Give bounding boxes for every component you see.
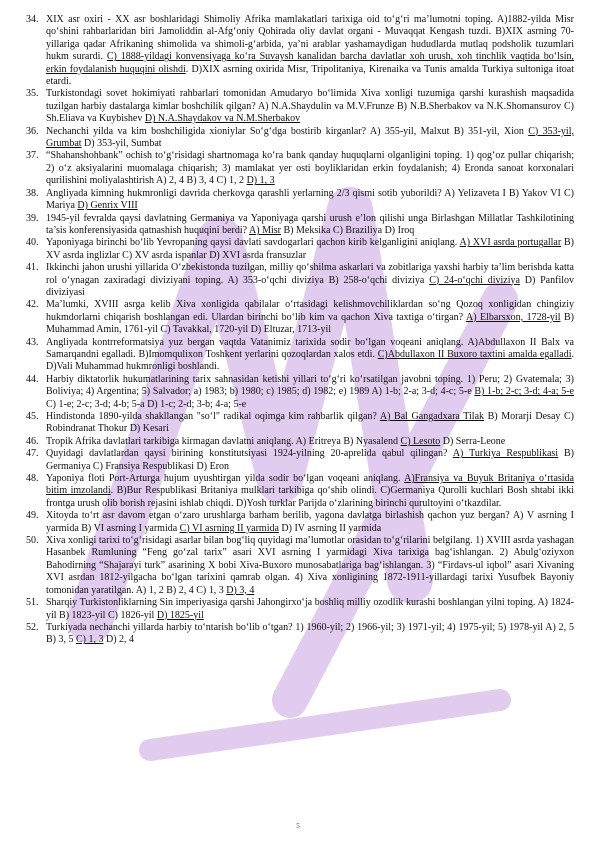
question-number: 45.	[26, 411, 39, 422]
question-text	[46, 436, 574, 448]
question-number: 34.	[26, 14, 39, 25]
question-number: 52.	[26, 621, 39, 633]
question-text-segment: Hindistonda 1890-yilda shakllangan "so‘l" radikal oqimga kim rahbarlik qilgan?	[46, 411, 380, 422]
question-item	[26, 510, 574, 535]
question-text-segment: Ma’lumki, XVIII asrga kelib Xiva xonligida qabilalar o‘rtasidagi kelishmovchiliklardan so‘ng Qozoq xonligidan chingiziy hukmdorlarni chiqarish boshlangan edi. Ulardan birinchi bo‘lib kim va qachon Xiva taxtiga o‘tirgan?	[46, 299, 574, 323]
question-text-segment: B) Muhammad Amin, 1761-yil C) Tavakkal, 1720-yil D) Eltuzar, 1713-yil	[46, 311, 574, 336]
question-text	[46, 473, 574, 510]
correct-answer: A) Elbarsxon, 1728-yil	[465, 311, 561, 323]
question-text	[46, 213, 574, 238]
correct-answer: A) XVI asrda portugallar	[459, 237, 562, 249]
correct-answer: D) 3, 4	[226, 584, 255, 596]
correct-answer: B) 1-b; 2-c; 3-d; 4-a; 5-e	[474, 386, 574, 398]
question-item	[26, 237, 574, 262]
question-item	[26, 262, 574, 299]
question-number: 44.	[26, 373, 39, 385]
correct-answer: D) 1, 3	[246, 175, 275, 187]
question-text	[46, 597, 574, 622]
question-item	[26, 597, 574, 622]
question-text-segment: Yaponiyaga birinchi bo‘lib Yevropaning qaysi davlati savdogarlari qachon kirib kelganligini aniqlang.	[46, 237, 460, 249]
correct-answer: C) 1888-yildagi konvensiyaga ko‘ra Suvaysh kanalidan barcha davlatlar xoh urush, xoh tinchlik vaqtida bo‘lsin, erkin foydalanish huquqini olishdi	[46, 51, 575, 75]
correct-answer: A) Bal Gangadxara Tilak	[379, 411, 485, 422]
question-text-segment: Sharqiy Turkistonliklarning Sin imperiyasiga qarshi Jahongirxo‘ja boshliq milliy ozodlik kurashi boshlangan yilni toping. A) 1824-yil B) 1823-yil C) 1826-yil	[46, 597, 574, 621]
question-number: 37.	[26, 150, 39, 162]
question-text-segment: D) 2, 4	[103, 634, 135, 646]
question-text-segment: Harbiy diktatorlik hukumatlarining tarix sahnasidan ketishi yillari to‘g‘ri ko‘rsatilgan javobni toping. 1) Peru; 2) Gvatemala; 3) Boliviya; 4) Argentina; 5) Salvador; a) 1983; b) 1980; c) 1985; d) 1982; e) 1989 A) 1-b; 2-a; 3-d; 4-c; 5-e	[46, 373, 574, 398]
question-text	[46, 374, 574, 411]
correct-answer: D) N.A.Shaydakov va N.M.Sherbakov	[144, 113, 301, 125]
question-text-segment: D) 353-yil, Sumbat	[81, 138, 162, 150]
page-number: 5	[296, 822, 300, 830]
question-number: 49.	[26, 510, 39, 522]
question-text-segment: Quyidagi davlatlardan qaysi birining konstitutsiyasi 1924-yilning 20-aprelida qabul qilingan?	[46, 448, 453, 460]
correct-answer: D) 1825-yil	[156, 609, 204, 621]
question-number: 42.	[26, 299, 39, 311]
correct-answer: C) Lesoto	[400, 435, 441, 447]
question-text-segment: XIX asr oxiri - XX asr boshlaridagi Shimoliy Afrika mamlakatlari tarixiga oid to‘g‘ri ma’lumotni toping. A)1882-yilda Misr qo‘shini rahbarlaridan biri Jamoliddin al-Afg‘oniy Qohirada oliy davlat organi - Muvaqqat Kengash tuzdi. B)XIX asrning 70-yillariga qadar Afrikaning shimolida va shimoli-g‘arbida, ya’ni arablar yashamaydigan hududlarda mutlaq podsholik tuzumlari hukm surardi.	[46, 14, 574, 63]
question-number: 39.	[26, 212, 39, 224]
question-text-segment: B) Germaniya C) Fransiya Respublikasi D) Eron	[46, 448, 575, 472]
question-text	[46, 448, 574, 473]
question-item	[26, 535, 574, 597]
question-number: 48.	[26, 473, 39, 485]
correct-answer: C)Abdullaxon II Buxoro taxtini amalda egalladi	[377, 348, 572, 360]
question-text	[46, 299, 574, 336]
correct-answer: C) 353-yil, Grumbat	[46, 125, 574, 150]
question-text-segment: Tropik Afrika davlatlari tarkibiga kirmagan davlatni aniqlang. A) Eritreya B) Nyasalend	[46, 435, 401, 447]
question-text-segment: B) XV asrda inglizlar C) XV asrda ispanlar D) XVI asrda fransuzlar	[46, 237, 575, 261]
question-text-segment: . D)XIX asrning oxirida Misr, Tripolitaniya, Kirenaika va Tunis amalda Turkiya sultoniga itoat etardi.	[46, 63, 574, 88]
question-text	[46, 337, 574, 374]
question-item	[26, 374, 574, 411]
question-item	[26, 337, 574, 374]
question-text-segment: D) Serra-Leone	[440, 435, 506, 447]
question-text	[46, 188, 574, 213]
question-text-segment: D) IV asrning II yarmida	[278, 522, 382, 534]
question-text	[46, 510, 574, 535]
question-text	[46, 126, 574, 151]
question-item	[26, 88, 574, 125]
question-number: 47.	[26, 448, 39, 460]
question-text-segment: “Shahanshohbank” ochish to‘g‘risidagi shartnomaga ko‘ra bank qanday huquqlarni olganligini toping. 1) qog‘oz pullar chiqarish; 2) o‘z aksiyalarini muomalaga chiqarish; 3) mamlakat yer osti boyliklaridan erkin foydalanish; 4) Eronda sanoat korxonalari qurilishini moliyalashtirish A) 2, 4 B) 3, 4 C) 1, 2	[46, 150, 574, 187]
correct-answer: A) Misr	[249, 224, 281, 236]
correct-answer: D) Genrix VIII	[77, 200, 138, 212]
question-text-segment: B) Morarji Desay C) Robindranat Thokur D) Kesari	[46, 411, 574, 435]
question-text	[46, 88, 574, 125]
question-item	[26, 126, 574, 151]
question-number: 36.	[26, 125, 39, 137]
question-text	[46, 150, 574, 187]
question-number: 41.	[26, 262, 39, 274]
correct-answer: A)Fransiya va Buyuk Britaniya o‘rtasida bitim imzolandi	[46, 473, 574, 497]
question-text-segment: C) 1-e; 2-c; 3-d; 4-b; 5-a D) 1-c; 2-d; 3-b; 4-a; 5-e	[46, 398, 247, 410]
correct-answer: A) Turkiya Respublikasi	[452, 448, 559, 460]
question-item	[26, 213, 574, 238]
question-text	[46, 14, 574, 88]
question-text-segment: Nechanchi yilda va kim boshchiligida xioniylar So‘g‘dga bostirib kirganlar? A) 355-yil, Malxut B) 351-yil, Xion	[46, 125, 529, 137]
question-text-segment: 1945-yil fevralda qaysi davlatning Germaniya va Yaponiyaga qarshi urush e’lon qilishi unga Birlashgan Millatlar Tashkilotining ta’sis konferensiyasida qatnashish huquqini berdi?	[46, 212, 574, 236]
question-text	[46, 622, 574, 647]
correct-answer: C) VI asrning II yarmida	[179, 522, 279, 534]
question-text-segment: Xitoyda to‘rt asr davom etgan o‘zaro urushlarga barham berilib, yagona davlatga birlashish qachon yuz bergan? A) V asrning I yarmida B) VI asrning I yarmida	[46, 510, 574, 534]
question-item	[26, 14, 574, 88]
question-text	[46, 262, 574, 299]
question-number: 46.	[26, 435, 39, 447]
correct-answer: C) 24-o‘qchi diviziya	[429, 274, 520, 286]
question-text-segment: Turkistondagi sovet hokimiyati rahbarlari tomonidan Amudaryo bo‘limida Xiva xonligi tuzumiga qarshi kurashish maqsadida tuzilgan harbiy dastalarga kimlar boshchilik qilgan? A) N.A.Shaydulin va M.V.Frunze B) N.B.Sherbakov va N.K.Shomansurov C) Sh.Eliava va Kuybishev	[46, 88, 574, 125]
question-number: 50.	[26, 535, 39, 547]
correct-answer: C) 1, 3	[76, 634, 104, 646]
question-item	[26, 411, 574, 436]
question-text-segment: D) Panfilov diviziyasi	[46, 274, 574, 298]
question-text	[46, 237, 574, 262]
question-text	[46, 535, 574, 597]
question-item	[26, 473, 574, 510]
question-list	[26, 14, 574, 647]
question-text-segment: B) Meksika C) Braziliya D) Iroq	[280, 224, 415, 236]
question-number: 35.	[26, 88, 39, 100]
question-text	[46, 411, 574, 436]
question-number: 51.	[26, 597, 39, 609]
question-number: 43.	[26, 336, 39, 348]
question-text-segment: . B)Bur Respublikasi Britaniya mulklari tarkibiga qo‘shib olindi. C)Germaniya Qurolli kuchlari Bosh shtabi ikki frontga urush olib borish rejasini ishlab chiqdi. D)Yosh turklar Parijda o‘zlarining birinchi qurultoyini o‘tkazdilar.	[46, 485, 574, 509]
question-text-segment: . D)Vali Muhammad hukmronligi boshlandi.	[46, 348, 574, 373]
question-item	[26, 448, 574, 473]
question-text-segment: Xiva xonligi tarixi to‘g‘risidagi asarlar bilan bog‘liq quyidagi ma’lumotlar orasidan to‘g‘rilarini belgilang. 1) XVIII asrda yashagan Hasanbek Rumluning “Feng go‘zal tarix” asari XVI asrning I yarmidagi Xiva tarixiga bag‘ishlangan. 2) Abulg‘oziyxon Bahodirning “Shajarayi turk” asarining X bobi Xiva-Buxoro munosabatlariga bag‘ishlangan. 3) “Firdavs-ul iqbol” asari Xivaning XVI asrdan 1812-yilgacha bo‘lgan tarixini qamrab olgan. 4) Xiva xonligining 1872-1911-yillardagi tarixi Yusufbek Bayoniy tomonidan yaratilgan. A) 1, 2 B) 2, 4 C) 1, 3	[46, 535, 574, 596]
question-text-segment: Yaponiya floti Port-Arturga hujum uyushtirgan yilda sodir bo‘lgan voqeani aniqlang.	[46, 473, 405, 485]
question-number: 40.	[26, 237, 39, 249]
question-item	[26, 622, 574, 647]
question-text-segment: Angliyada kontrreformatsiya yuz bergan vaqtda Vatanimiz tarixida sodir bo‘lgan voqeani aniqlang. A)Abdullaxon II Balx va Samarqandni egalladi. B)Imomqulixon Toshkent yerlarini qozoqlardan xalos etdi.	[46, 336, 574, 360]
question-text-segment: Turkiyada nechanchi yillarda harbiy to‘ntarish bo‘lib o‘tgan? 1) 1960-yil; 2) 1966-yil; 3) 1971-yil; 4) 1975-yil; 5) 1978-yil A) 2, 5 B) 3, 5	[46, 621, 574, 646]
question-text-segment: Angliyada kimning hukmronligi davrida cherkovga qarashli yerlarning 2/3 qismi sotib yuborildi? A) Yelizaveta I B) Yakov VI C) Mariya	[46, 187, 574, 212]
question-item	[26, 150, 574, 187]
question-item	[26, 188, 574, 213]
question-text-segment: Ikkinchi jahon urushi yillarida O‘zbekistonda tuzilgan, milliy qo‘shilma askarlari va zobitlariga yaxshi harbiy ta’lim berishda katta rol o‘ynagan zaxiradagi diviziyani toping. A) 353-o‘qchi diviziya B) 258-o‘qchi diviziya	[46, 262, 574, 286]
question-item	[26, 436, 574, 448]
question-item	[26, 299, 574, 336]
question-number: 38.	[26, 187, 39, 199]
